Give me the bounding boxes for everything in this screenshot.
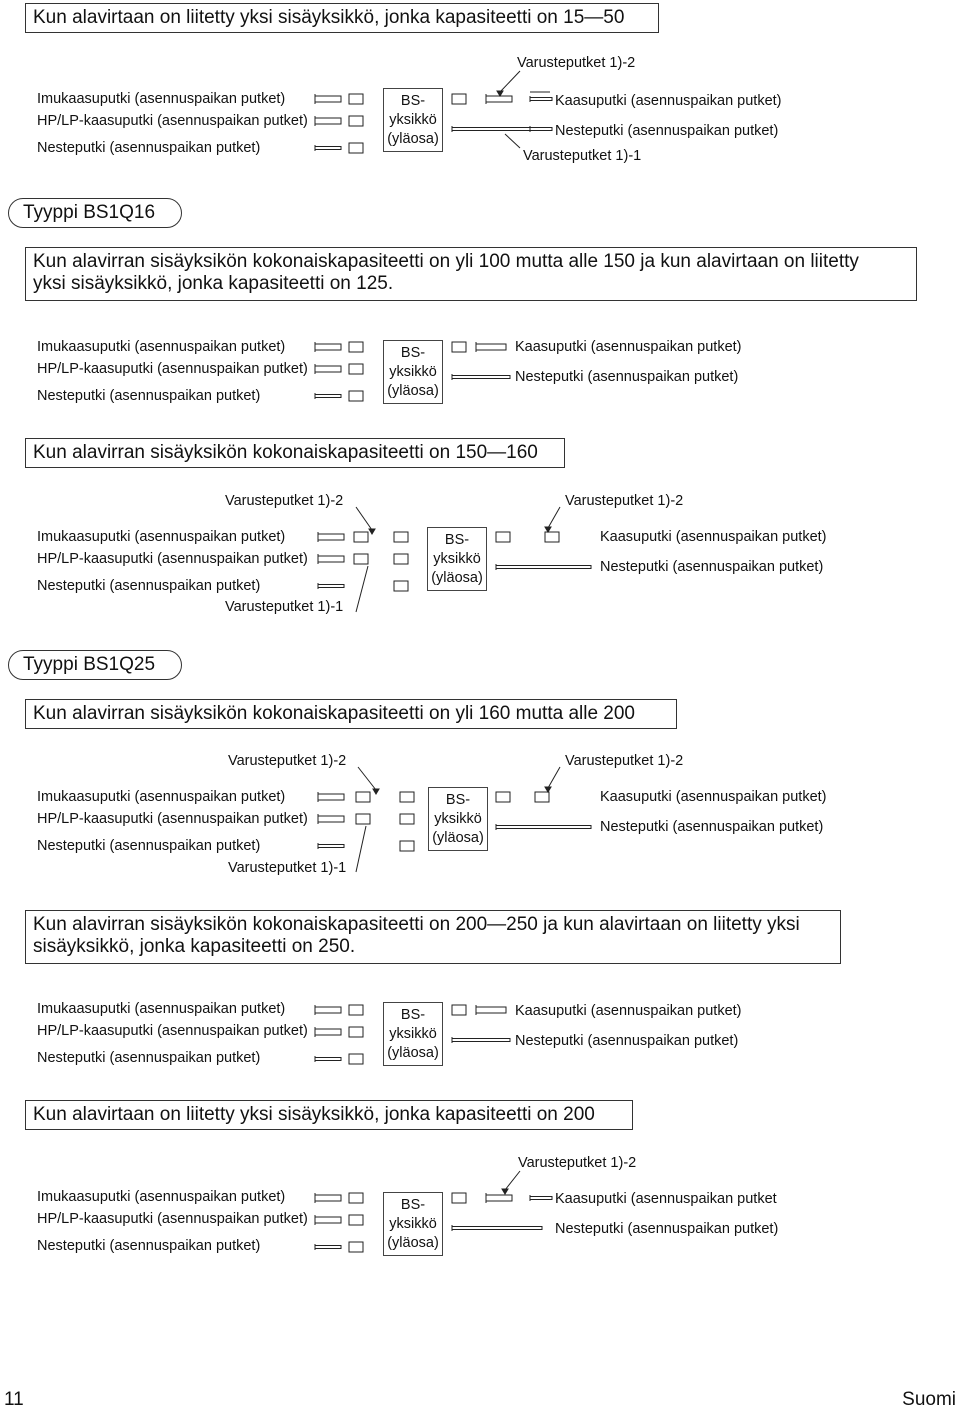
pipe-fitting	[349, 1054, 363, 1064]
pipe-fitting	[400, 792, 414, 802]
pipe-fitting	[349, 94, 363, 104]
leader-arrowhead	[369, 529, 375, 534]
gas-pipe-label: Kaasuputki (asennuspaikan putket)	[600, 529, 827, 545]
pipe-symbol	[476, 1007, 506, 1013]
leader-arrowhead	[545, 787, 551, 792]
accessory-label-2-right: Varusteputket 1)-2	[565, 753, 684, 769]
pipe-symbol	[315, 1029, 341, 1035]
footer-language: Suomi	[902, 1389, 956, 1410]
leader-line	[500, 71, 520, 92]
accessory-label-2: Varusteputket 1)-2	[228, 753, 347, 769]
pipe-fitting	[496, 792, 510, 802]
pipe-symbol	[452, 1039, 510, 1042]
pipe-symbol	[452, 376, 510, 379]
pipe-symbol	[530, 1197, 552, 1200]
section-heading-2: Kun alavirran sisäyksikön kokonaiskapasiteetti on yli 100 mutta alle 150 ja kun alavirtaan on liitetty yksi sisäyksikkö, jonka kapasiteetti on 125.	[25, 247, 917, 301]
bs-unit-line1: BS-	[400, 1006, 426, 1023]
pipe-fitting	[496, 532, 510, 542]
bs-unit-line1: BS-	[445, 791, 471, 808]
liquid-pipe-label: Nesteputki (asennuspaikan putket)	[37, 1238, 261, 1254]
pipe-symbol	[452, 128, 542, 131]
pipe-symbol	[318, 794, 344, 800]
pipe-symbol	[530, 128, 552, 131]
liquid-pipe-label-right: Nesteputki (asennuspaikan putket)	[600, 559, 824, 575]
liquid-pipe-label-right: Nesteputki (asennuspaikan putket)	[555, 123, 779, 139]
pipe-fitting	[349, 364, 363, 374]
suction-pipe-label: Imukaasuputki (asennuspaikan putket)	[37, 339, 286, 355]
liquid-pipe-label: Nesteputki (asennuspaikan putket)	[37, 578, 261, 594]
hplp-pipe-label: HP/LP-kaasuputki (asennuspaikan putket)	[37, 361, 308, 377]
leader-line	[358, 767, 376, 790]
leader-line	[548, 767, 560, 788]
leader-line	[356, 826, 366, 872]
pipe-fitting	[452, 1193, 466, 1203]
leader-line	[505, 134, 520, 148]
pipe-symbol	[315, 1058, 341, 1061]
pipe-symbol	[496, 826, 591, 829]
pipe-fitting	[349, 342, 363, 352]
gas-pipe-label: Kaasuputki (asennuspaikan putket)	[555, 93, 782, 109]
pipe-fitting	[349, 1005, 363, 1015]
accessory-label-1: Varusteputket 1)-1	[523, 148, 642, 164]
section-heading-1: Kun alavirtaan on liitetty yksi sisäyksikkö, jonka kapasiteetti on 15—50	[25, 3, 659, 33]
pipe-fitting	[545, 532, 559, 542]
hplp-pipe-label: HP/LP-kaasuputki (asennuspaikan putket)	[37, 1023, 308, 1039]
liquid-pipe-label-right: Nesteputki (asennuspaikan putket)	[600, 819, 824, 835]
leader-line	[356, 566, 368, 612]
hplp-pipe-label: HP/LP-kaasuputki (asennuspaikan putket)	[37, 113, 308, 129]
pipe-symbol	[315, 147, 341, 150]
section-heading-6: Kun alavirtaan on liitetty yksi sisäyksikkö, jonka kapasiteetti on 200	[25, 1100, 633, 1130]
accessory-label-2: Varusteputket 1)-2	[225, 493, 344, 509]
pipe-symbol	[315, 1195, 341, 1201]
suction-pipe-label: Imukaasuputki (asennuspaikan putket)	[37, 1001, 286, 1017]
bs-unit-line3: (yläosa)	[432, 829, 484, 846]
suction-pipe-label: Imukaasuputki (asennuspaikan putket)	[37, 529, 286, 545]
accessory-label-2: Varusteputket 1)-2	[517, 55, 636, 71]
bs-unit-line3: (yläosa)	[387, 1234, 439, 1251]
bs-unit-line3: (yläosa)	[387, 382, 439, 399]
pipe-symbol	[486, 96, 512, 102]
leader-line	[356, 507, 372, 530]
section-heading-5: Kun alavirran sisäyksikön kokonaiskapasiteetti on 200—250 ja kun alavirtaan on liitetty yksi sisäyksikkö, jonka kapasiteetti on 250.	[25, 910, 841, 964]
leader-line	[505, 1171, 520, 1190]
leader-line	[548, 507, 560, 528]
suction-pipe-label: Imukaasuputki (asennuspaikan putket)	[37, 789, 286, 805]
pipe-symbol	[315, 395, 341, 398]
bs-unit-line2: yksikkö	[434, 810, 482, 827]
type-badge-bs1q25: Tyyppi BS1Q25	[8, 650, 182, 680]
accessory-label-1: Varusteputket 1)-1	[228, 860, 347, 876]
accessory-label-2: Varusteputket 1)-2	[518, 1155, 637, 1171]
liquid-pipe-label: Nesteputki (asennuspaikan putket)	[37, 140, 261, 156]
pipe-fitting	[349, 116, 363, 126]
gas-pipe-label: Kaasuputki (asennuspaikan putket)	[515, 339, 742, 355]
pipe-fitting	[535, 792, 549, 802]
bs-unit-line1: BS-	[444, 531, 470, 548]
pipe-fitting	[452, 94, 466, 104]
accessory-label-1: Varusteputket 1)-1	[225, 599, 344, 615]
leader-arrowhead	[373, 789, 379, 794]
pipe-fitting	[400, 841, 414, 851]
leader-arrowhead	[497, 91, 503, 96]
pipe-fitting	[349, 143, 363, 153]
pipe-fitting	[400, 814, 414, 824]
pipe-symbol	[530, 98, 552, 101]
pipe-symbol	[315, 344, 341, 350]
pipe-fitting	[354, 532, 368, 542]
bs-unit-line1: BS-	[400, 92, 426, 109]
pipe-fitting	[394, 554, 408, 564]
pipe-fitting	[394, 532, 408, 542]
bs-unit-line3: (yläosa)	[431, 569, 483, 586]
pipe-symbol	[315, 1246, 341, 1249]
pipe-fitting	[452, 342, 466, 352]
pipe-fitting	[394, 581, 408, 591]
bs-unit-line3: (yläosa)	[387, 1044, 439, 1061]
pipe-fitting	[349, 1193, 363, 1203]
pipe-symbol	[315, 1217, 341, 1223]
section-heading-3: Kun alavirran sisäyksikön kokonaiskapasiteetti on 150—160	[25, 438, 565, 468]
pipe-symbol	[318, 845, 344, 848]
gas-pipe-label: Kaasuputki (asennuspaikan putket)	[515, 1003, 742, 1019]
page-number: 11	[4, 1389, 24, 1410]
pipe-symbol	[315, 118, 341, 124]
pipe-symbol	[318, 585, 344, 588]
liquid-pipe-label: Nesteputki (asennuspaikan putket)	[37, 1050, 261, 1066]
bs-unit-line2: yksikkö	[389, 363, 437, 380]
pipe-symbol	[318, 534, 344, 540]
bs-unit-line1: BS-	[400, 1196, 426, 1213]
leader-arrowhead	[545, 527, 551, 532]
hplp-pipe-label: HP/LP-kaasuputki (asennuspaikan putket)	[37, 811, 308, 827]
pipe-fitting	[356, 792, 370, 802]
type-badge-bs1q16: Tyyppi BS1Q16	[8, 198, 182, 228]
suction-pipe-label: Imukaasuputki (asennuspaikan putket)	[37, 91, 286, 107]
pipe-symbol	[315, 96, 341, 102]
liquid-pipe-label-right: Nesteputki (asennuspaikan putket)	[555, 1221, 779, 1237]
hplp-pipe-label: HP/LP-kaasuputki (asennuspaikan putket)	[37, 1211, 308, 1227]
gas-pipe-label: Kaasuputki (asennuspaikan putket)	[600, 789, 827, 805]
liquid-pipe-label: Nesteputki (asennuspaikan putket)	[37, 838, 261, 854]
pipe-symbol	[476, 344, 506, 350]
pipe-fitting	[356, 814, 370, 824]
pipe-symbol	[496, 566, 591, 569]
pipe-fitting	[354, 554, 368, 564]
pipe-symbol	[318, 816, 344, 822]
liquid-pipe-label: Nesteputki (asennuspaikan putket)	[37, 388, 261, 404]
section-heading-4: Kun alavirran sisäyksikön kokonaiskapasiteetti on yli 160 mutta alle 200	[25, 699, 677, 729]
liquid-pipe-label-right: Nesteputki (asennuspaikan putket)	[515, 369, 739, 385]
bs-unit-line2: yksikkö	[389, 111, 437, 128]
pipe-fitting	[452, 1005, 466, 1015]
pipe-symbol	[452, 1227, 542, 1230]
pipe-fitting	[349, 1027, 363, 1037]
accessory-label-2-right: Varusteputket 1)-2	[565, 493, 684, 509]
pipe-fitting	[349, 1215, 363, 1225]
bs-unit-line2: yksikkö	[389, 1025, 437, 1042]
pipe-symbol	[486, 1195, 512, 1201]
bs-unit-line3: (yläosa)	[387, 130, 439, 147]
leader-arrowhead	[502, 1189, 508, 1194]
pipe-symbol	[318, 556, 344, 562]
suction-pipe-label: Imukaasuputki (asennuspaikan putket)	[37, 1189, 286, 1205]
bs-unit-line2: yksikkö	[389, 1215, 437, 1232]
hplp-pipe-label: HP/LP-kaasuputki (asennuspaikan putket)	[37, 551, 308, 567]
pipe-fitting	[349, 391, 363, 401]
bs-unit-line1: BS-	[400, 344, 426, 361]
gas-pipe-label: Kaasuputki (asennuspaikan putket	[555, 1191, 777, 1207]
pipe-symbol	[315, 1007, 341, 1013]
liquid-pipe-label-right: Nesteputki (asennuspaikan putket)	[515, 1033, 739, 1049]
bs-unit-line2: yksikkö	[433, 550, 481, 567]
pipe-symbol	[315, 366, 341, 372]
pipe-fitting	[349, 1242, 363, 1252]
